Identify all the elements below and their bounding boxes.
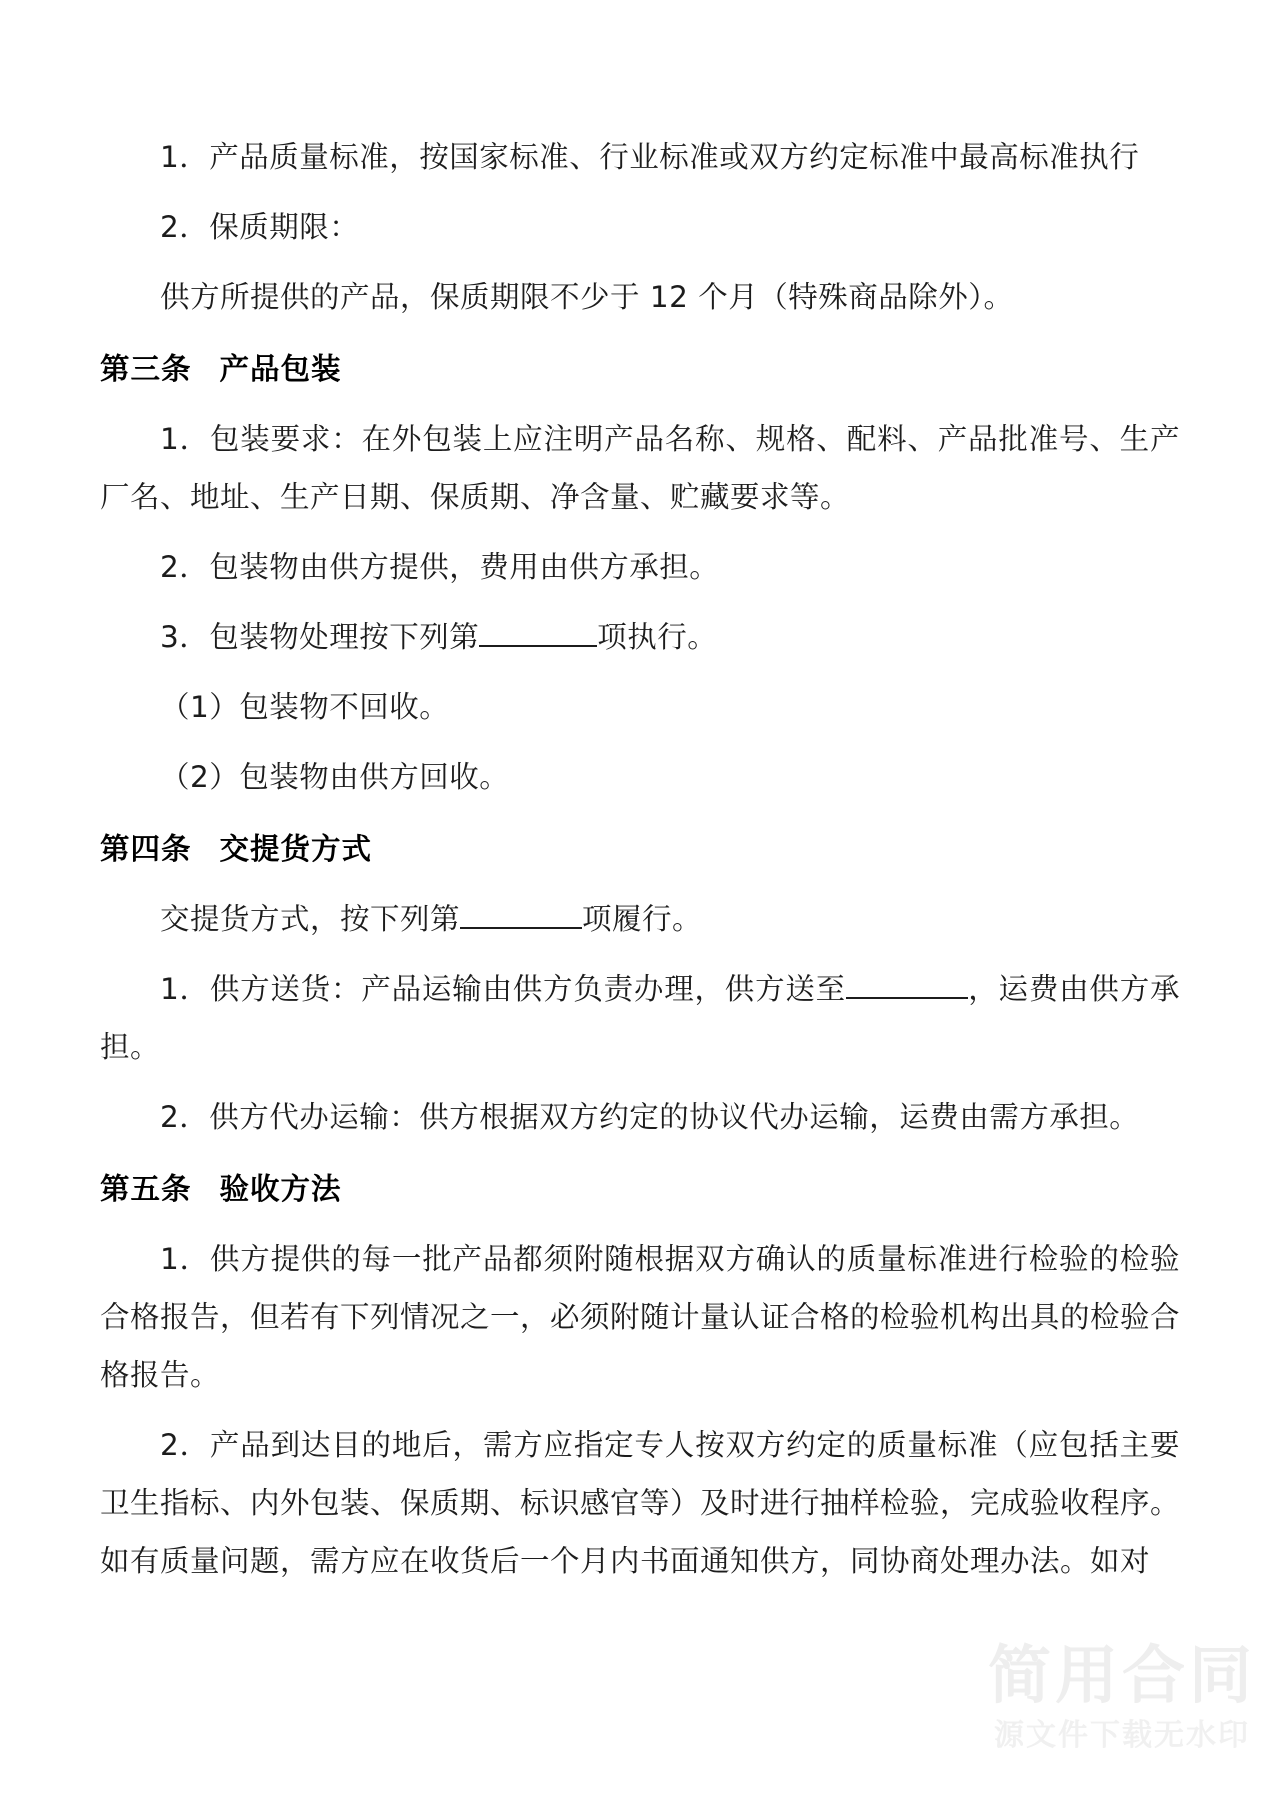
section-4-lead-prefix: 交提货方式，按下列第 xyxy=(160,902,461,936)
watermark xyxy=(988,1638,1256,1753)
paragraph-quality-standard: 1．产品质量标准，按国家标准、行业标准或双方约定标准中最高标准执行 xyxy=(160,140,1140,174)
section-4-item-1-suffix: ，运费由供方承担。 xyxy=(100,972,1180,1064)
section-heading-4 xyxy=(100,820,1180,878)
section-4-number: 第四条 xyxy=(100,832,192,866)
section-4-item-2: 2．供方代办运输：供方根据双方约定的协议代办运输，运费由需方承担。 xyxy=(160,1100,1140,1134)
section-3-item-3 xyxy=(100,608,1180,666)
section-5-title: 验收方法 xyxy=(219,1172,342,1206)
section-4-item-1 xyxy=(100,960,1180,1076)
section-3-item-1: 1．包装要求：在外包装上应注明产品名称、规格、配料、产品批准号、生产厂名、地址、生产日期、保质期、净含量、贮藏要求等。 xyxy=(100,422,1180,514)
section-4-lead-suffix: 项履行。 xyxy=(582,902,703,936)
section-heading-3 xyxy=(100,340,1180,398)
section-4-item-1-prefix: 1．供方送货：产品运输由供方负责办理，供方送至 xyxy=(160,972,846,1006)
section-3-item-4: （1）包装物不回收。 xyxy=(160,690,450,724)
section-3-item-5: （2）包装物由供方回收。 xyxy=(160,760,510,794)
watermark-main-text: 简用合同 xyxy=(988,1638,1256,1712)
section-3-number: 第三条 xyxy=(100,352,192,386)
paragraph-shelf-life-label: 2．保质期限： xyxy=(160,210,360,244)
section-5-item-1: 1．供方提供的每一批产品都须附随根据双方确认的质量标准进行检验的检验合格报告，但若有下列情况之一，必须附随计量认证合格的检验机构出具的检验合格报告。 xyxy=(100,1242,1181,1392)
document-body xyxy=(100,0,1180,1590)
section-3-item-3-prefix: 3．包装物处理按下列第 xyxy=(160,620,480,654)
section-3-item-3-suffix: 项执行。 xyxy=(597,620,718,654)
watermark-sub-text: 源文件下载无水印 xyxy=(994,1718,1250,1753)
section-3-title: 产品包装 xyxy=(219,352,342,386)
paragraph-shelf-life-detail: 供方所提供的产品，保质期限不少于 12 个月（特殊商品除外）。 xyxy=(160,280,1014,314)
section-heading-5 xyxy=(100,1160,1180,1218)
section-5-number: 第五条 xyxy=(100,1172,192,1206)
section-5-item-2: 2．产品到达目的地后，需方应指定专人按双方约定的质量标准（应包括主要卫生指标、内外包装、保质期、标识感官等）及时进行抽样检验，完成验收程序。如有质量问题，需方应在收货后一个月内书面通知供方，同协商处理办法。如对 xyxy=(100,1428,1181,1578)
delivery-destination-blank[interactable] xyxy=(846,997,968,999)
section-3-item-2: 2．包装物由供方提供，费用由供方承担。 xyxy=(160,550,720,584)
delivery-method-blank[interactable] xyxy=(460,927,582,929)
section-4-lead xyxy=(100,890,1180,948)
section-4-title: 交提货方式 xyxy=(219,832,373,866)
packaging-clause-blank[interactable] xyxy=(479,645,597,647)
